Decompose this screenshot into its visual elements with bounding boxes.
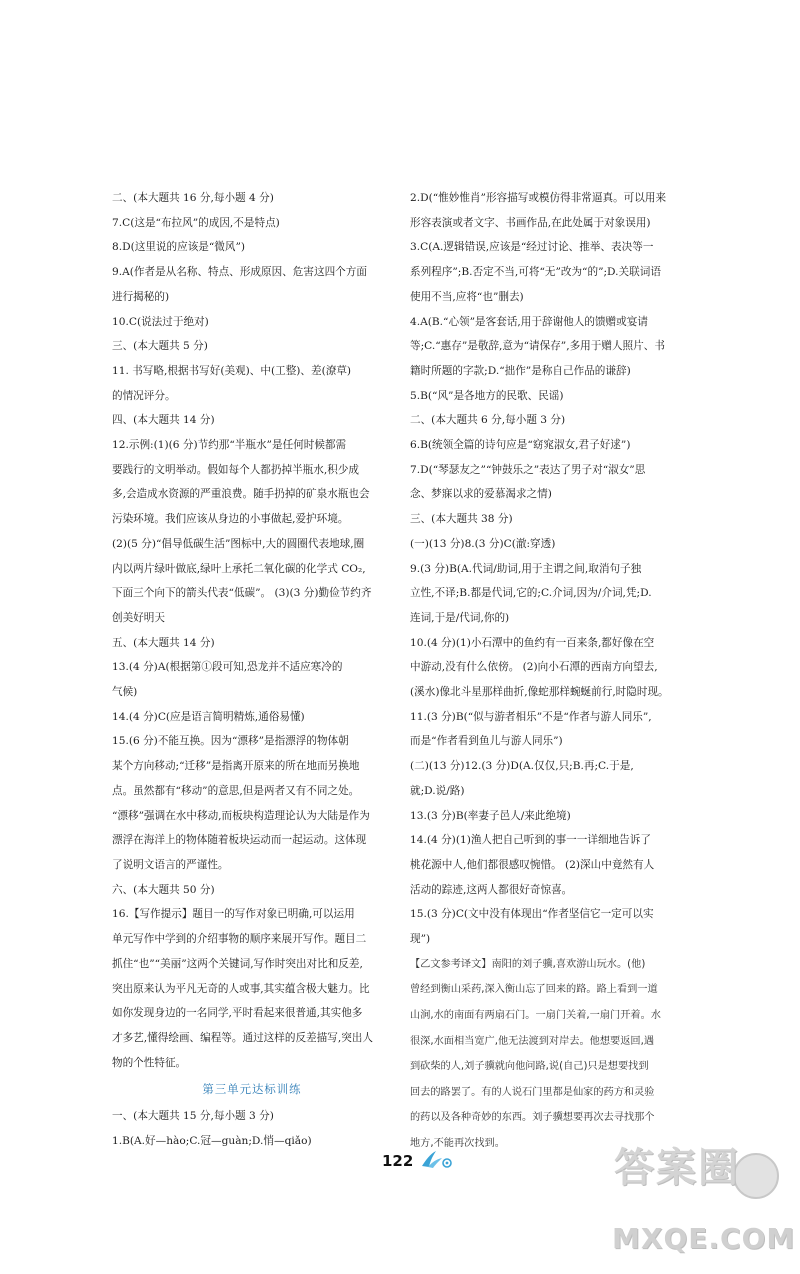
page-number: 122: [382, 1152, 414, 1170]
answer-continuation: 要践行的文明举动。假如每个人都扔掉半瓶水,积少成: [112, 463, 360, 476]
answer-continuation: 就;D.说/路): [410, 784, 465, 797]
translation-line: 地方,不能再次找到。: [410, 1137, 505, 1149]
answer-continuation: 立性,不译;B.都是代词,它的;C.介词,因为/介词,凭;D.: [410, 587, 652, 600]
answer-continuation: 气候): [112, 686, 138, 699]
section-heading: 二、(本大题共 16 分,每小题 4 分): [112, 192, 274, 204]
section-heading: 四、(本大题共 14 分): [112, 414, 215, 427]
answer-continuation: 创美好明天: [112, 611, 165, 624]
section-heading: 六、(本大题共 50 分): [112, 883, 215, 896]
answer-continuation: 物的个性特征。: [112, 1056, 187, 1069]
answer-continuation: (溪水)像北斗星那样曲折,像蛇那样蜿蜒前行,时隐时现。: [410, 686, 669, 699]
answer-continuation: 抓住“也”“美丽”这两个关键词,写作时突出对比和反差,: [112, 957, 363, 970]
answer-line: 11.(3 分)B(“似与游者相乐”不是“作者与游人同乐”,: [410, 710, 652, 723]
answer-line: 14.(4 分)C(应是语言简明精炼,通俗易懂): [112, 710, 305, 723]
answer-continuation: 中游动,没有什么依傍。 (2)向小石潭的西南方向望去,: [410, 661, 658, 674]
answer-line: 13.(3 分)B(率妻子邑人/来此绝境): [410, 809, 571, 822]
answer-continuation: (2)(5 分)“倡导低碳生活”图标中,大的圆圈代表地球,圈: [112, 537, 365, 550]
answer-continuation: 的情况评分。: [112, 389, 176, 402]
translation-line: 山涧,水的南面有两扇石门。一扇门关着,一扇门开着。水: [410, 1009, 661, 1021]
answer-continuation: 等;C.“惠存”是敬辞,意为“请保存”,多用于赠人照片、书: [410, 340, 665, 353]
answer-line: 13.(4 分)A(根据第①段可知,恐龙并不适应寒冷的: [112, 661, 343, 674]
answer-continuation: 系列程序”;B.否定不当,可将“无”改为“的”;D.关联词语: [410, 266, 661, 279]
answer-line: 15.(3 分)C(文中没有体现出“作者坚信它一定可以实: [410, 908, 654, 921]
translation-line: 到砍柴的人,刘子骥就向他问路,说(自己)只是想要找到: [410, 1061, 649, 1073]
right-column: [410, 186, 688, 1157]
answer-line: 10.C(说法过于绝对): [112, 315, 209, 328]
answer-continuation: 漂浮在海洋上的物体随着板块运动而一起运动。这体现: [112, 834, 367, 847]
section-heading: 一、(本大题共 15 分,每小题 3 分): [112, 1110, 274, 1123]
answer-continuation: 如你发现身边的一名同学,平时看起来很普通,其实他多: [112, 1007, 363, 1020]
answer-line: 15.(6 分)不能互换。因为“漂移”是指漂浮的物体朝: [112, 735, 349, 748]
section-heading: 五、(本大题共 14 分): [112, 636, 215, 649]
answer-continuation: 多,会造成水资源的严重浪费。随手扔掉的矿泉水瓶也会: [112, 488, 370, 501]
answer-line: 7.D(“琴瑟友之”“钟鼓乐之”表达了男子对“淑女”思: [410, 463, 646, 476]
answer-line: 7.C(这是“布拉风”的成因,不是特点): [112, 216, 280, 229]
answer-line: (二)(13 分)12.(3 分)D(A.仅仅,只;B.再;C.于是,: [410, 760, 634, 773]
answer-continuation: “漂移”强调在水中移动,而板块构造理论认为大陆是作为: [112, 809, 370, 822]
answer-line: 12.示例:(1)(6 分)节约那“半瓶水”是任何时候都需: [112, 439, 347, 452]
section-heading: 二、(本大题共 6 分,每小题 3 分): [410, 414, 566, 427]
translation-line: 回去的路罢了。有的人说石门里都是仙家的药方和灵验: [410, 1086, 655, 1098]
answer-continuation: 才多艺,懂得绘画、编程等。通过这样的反差描写,突出人: [112, 1031, 373, 1044]
answer-continuation: 点。虽然都有“移动”的意思,但是两者又有不同之处。: [112, 784, 360, 797]
answer-continuation: 形容表演或者文字、书画作品,在此处属于对象误用): [410, 216, 651, 229]
answer-line: 14.(4 分)(1)渔人把自己听到的事一一详细地告诉了: [410, 834, 651, 847]
answer-continuation: 念、梦寐以求的爱慕渴求之情): [410, 488, 552, 501]
section-heading: 三、(本大题共 38 分): [410, 513, 513, 526]
answer-continuation: 内以两片绿叶做底,绿叶上承托二氧化碳的化学式 CO₂,: [112, 562, 366, 575]
answer-continuation: 桃花源中人,他们都很感叹惋惜。 (2)深山中竟然有人: [410, 858, 655, 871]
answer-continuation: 而是“作者看到鱼儿与游人同乐”): [410, 735, 563, 748]
translation-line: 的药以及各种奇妙的东西。刘子骥想要再次去寻找那个: [410, 1112, 655, 1124]
left-column: [112, 186, 392, 1153]
translation-line: 【乙文参考译文】南阳的刘子骥,喜欢游山玩水。(他): [410, 958, 646, 970]
section-heading: 三、(本大题共 5 分): [112, 340, 208, 353]
answer-continuation: 现”): [410, 933, 431, 946]
answer-line: 5.B(“风”是各地方的民歌、民谣): [410, 389, 564, 402]
publisher-logo-icon: [420, 1148, 456, 1174]
answer-continuation: 污染环境。我们应该从身边的小事做起,爱护环境。: [112, 513, 349, 526]
answer-line: 6.B(统领全篇的诗句应是“窈窕淑女,君子好逑”): [410, 439, 631, 452]
answer-continuation: 了说明文语言的严谨性。: [112, 858, 229, 871]
answer-continuation: 使用不当,应将“也”删去): [410, 290, 524, 303]
answer-line: 2.D(“惟妙惟肖”形容描写或模仿得非常逼真。可以用来: [410, 192, 667, 204]
answer-continuation: 连词,于是/代词,你的): [410, 611, 510, 624]
answer-line: 10.(4 分)(1)小石潭中的鱼约有一百来条,都好像在空: [410, 636, 655, 649]
answer-continuation: 进行揭秘的): [112, 290, 170, 303]
answer-line: 11. 书写略,根据书写好(美观)、中(工整)、差(潦草): [112, 364, 352, 377]
answer-line: 4.A(B.“心领”是客套话,用于辞谢他人的馈赠或宴请: [410, 315, 648, 328]
answer-continuation: 突出原来认为平凡无奇的人或事,其实蕴含极大魅力。比: [112, 982, 370, 995]
answer-line: 9.(3 分)B(A.代词/助词,用于主谓之间,取消句子独: [410, 562, 642, 575]
answer-continuation: 单元写作中学到的介绍事物的顺序来展开写作。题目二: [112, 933, 367, 946]
translation-line: 曾经到衡山采药,深入衡山忘了回来的路。路上看到一道: [410, 984, 658, 996]
answer-line: 3.C(A.逻辑错误,应该是“经过讨论、推举、表决等一: [410, 241, 654, 254]
watermark: 答案圈 MXQE.COM: [612, 1145, 796, 1255]
answer-continuation: 下面三个向下的箭头代表“低碳”。 (3)(3 分)勤俭节约齐: [112, 587, 372, 600]
answer-line: (一)(13 分)8.(3 分)C(澈:穿透): [410, 537, 556, 550]
unit-title: 第三单元达标训练: [202, 1082, 302, 1097]
answer-line: 8.D(这里说的应该是“微风”): [112, 241, 246, 254]
answer-line: 1.B(A.好—hào;C.冠—guàn;D.悄—qiǎo): [112, 1134, 312, 1147]
translation-line: 很深,水面相当宽广,他无法渡到对岸去。他想要返回,遇: [410, 1035, 655, 1047]
answer-continuation: 活动的踪迹,这两人都很好奇惊喜。: [410, 883, 573, 896]
answer-continuation: 某个方向移动;“迁移”是指离开原来的所在地而另换地: [112, 760, 360, 773]
answer-continuation: 籍时所题的字款;D.“拙作”是称自己作品的谦辞): [410, 364, 631, 377]
answer-line: 9.A(作者是从名称、特点、形成原因、危害这四个方面: [112, 266, 367, 279]
answer-line: 16.【写作提示】题目一的写作对象已明确,可以运用: [112, 908, 355, 921]
